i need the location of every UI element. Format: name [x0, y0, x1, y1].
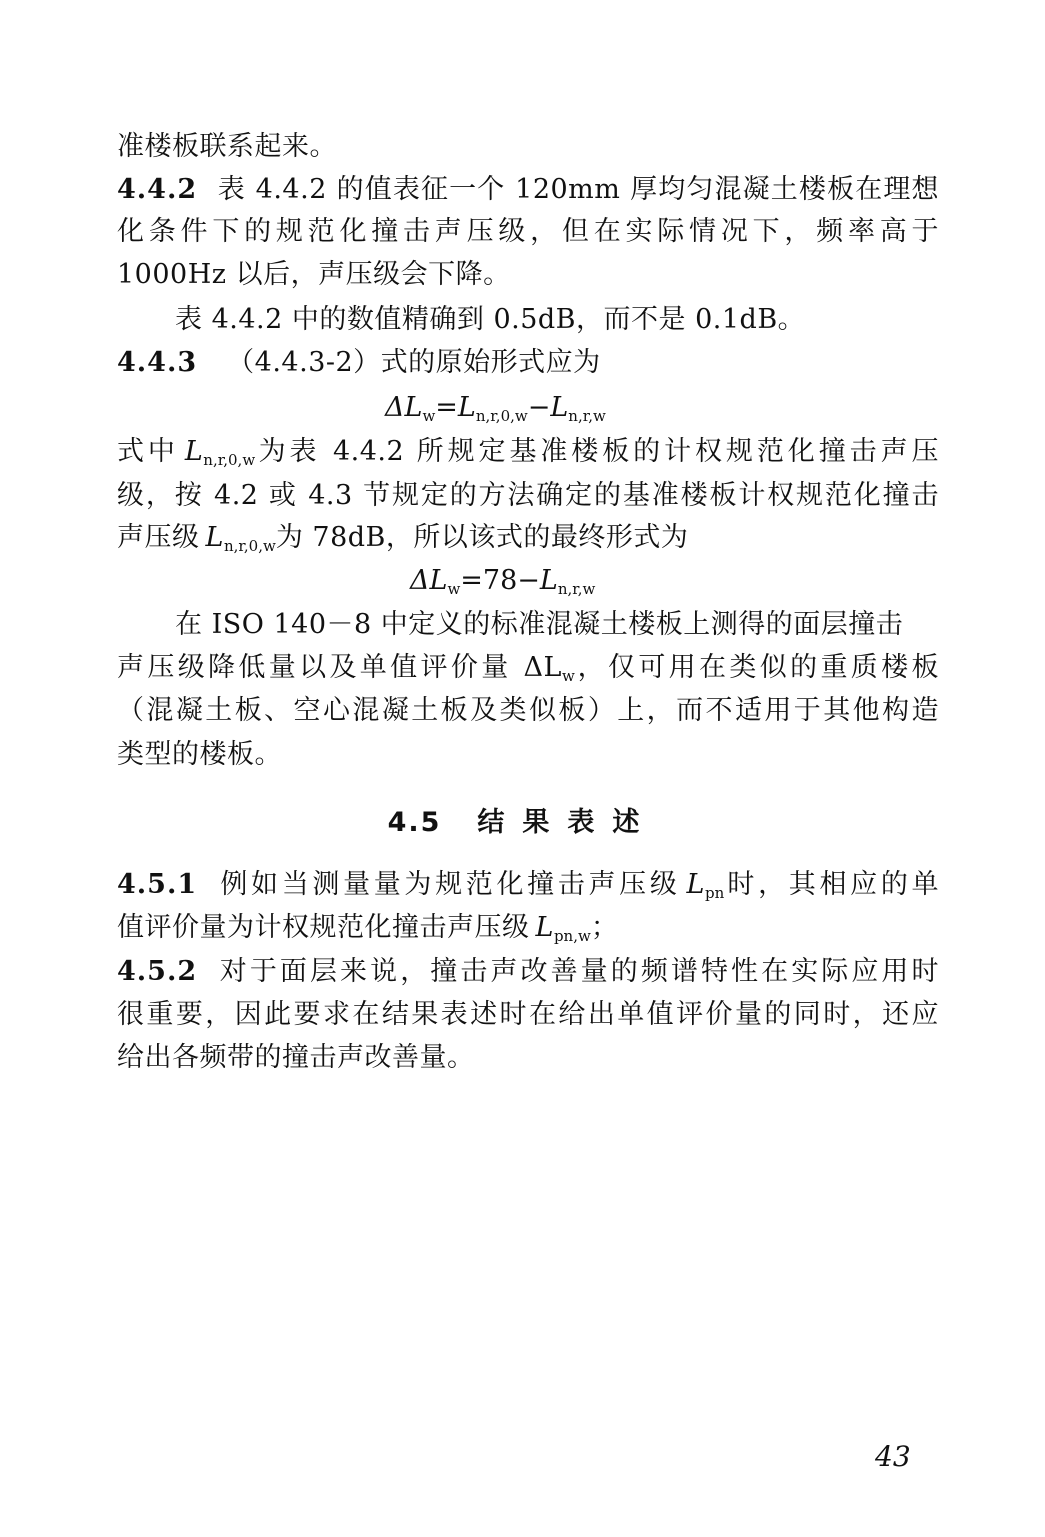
formula-subscript: n,r,w	[568, 407, 606, 425]
formula-subscript: pn,w	[553, 927, 591, 945]
clause-4-4-3-line-3	[117, 476, 939, 516]
formula-symbol: L	[535, 912, 554, 943]
clause-4-4-2-line-4	[175, 300, 997, 340]
clause-4-4-3-para2-line-4	[117, 735, 939, 775]
formula-symbol: L	[686, 869, 705, 900]
clause-text: 值评价量为计权规范化撞击声压级	[117, 912, 530, 943]
clause-text: 1000Hz 以后，声压级会下降。	[117, 259, 511, 290]
formula-operator: =78−	[460, 565, 540, 596]
clause-text: ；	[590, 912, 619, 943]
clause-4-4-3-para2-line-2	[117, 648, 939, 696]
clause-text: 在 ISO 140－8 中定义的标准混凝土楼板上测得的面层撞击	[175, 609, 904, 640]
clause-number: 4.5.1	[117, 869, 198, 900]
clause-4-4-2-line-2	[117, 212, 939, 252]
clause-text: 式中	[117, 436, 179, 467]
section-number: 4.5	[387, 807, 442, 838]
formula-symbol: L	[539, 565, 558, 596]
formula-operator: =	[435, 392, 458, 423]
clause-number: 4.4.3	[117, 347, 198, 378]
clause-text: 表 4.4.2 的值表征一个 120mm 厚均匀混凝土楼板在理想	[217, 174, 939, 205]
clause-number: 4.5.2	[117, 956, 198, 987]
clause-4-5-2-line-1	[117, 952, 939, 992]
formula-subscript: n,r,0,w	[223, 537, 276, 555]
formula-symbol: L	[205, 522, 224, 553]
clause-text: （混凝土板、空心混凝土板及类似板）上，而不适用于其他构造	[117, 695, 939, 726]
clause-text: 对于面层来说，撞击声改善量的频谱特性在实际应用时	[217, 956, 939, 987]
clause-4-5-2-line-3	[117, 1038, 939, 1078]
formula-subscript: w	[422, 407, 436, 425]
formula-operator: −	[527, 392, 551, 423]
clause-text: 为表 4.4.2 所规定基准楼板的计权规范化撞击声压	[255, 436, 939, 467]
clause-text: 例如当测量量为规范化撞击声压级	[217, 869, 681, 900]
formula-symbol: ΔL	[385, 392, 423, 423]
clause-text: 声压级降低量以及单值评价量 ΔL	[117, 652, 562, 683]
formula-delta-lw-definition	[385, 388, 606, 436]
formula-symbol: L	[184, 436, 204, 467]
formula-symbol: L	[457, 392, 476, 423]
clause-text: 很重要，因此要求在结果表述时在给出单值评价量的同时，还应	[117, 999, 939, 1030]
formula-symbol: L	[550, 392, 569, 423]
clause-number: 4.4.2	[117, 174, 198, 205]
formula-subscript: n,r,0,w	[203, 451, 256, 469]
clause-4-4-3-line-1	[117, 343, 939, 383]
clause-4-5-1-line-2	[117, 908, 939, 956]
formula-subscript: w	[447, 580, 461, 598]
clause-4-4-2-line-3	[117, 255, 939, 295]
page-number: 43	[875, 1440, 911, 1473]
clause-text: 声压级	[117, 522, 200, 553]
clause-text: 为 78dB，所以该式的最终形式为	[275, 522, 689, 553]
clause-text: 给出各频带的撞击声改善量。	[117, 1042, 475, 1073]
clause-text: 表 4.4.2 中的数值精确到 0.5dB，而不是 0.1dB。	[175, 304, 806, 335]
section-heading	[0, 800, 1045, 839]
continuation-text: 准楼板联系起来。	[117, 131, 337, 162]
clause-text: ，仅可用在类似的重质楼板	[574, 652, 939, 683]
formula-symbol: ΔL	[410, 565, 448, 596]
formula-subscript: n,r,0,w	[475, 407, 528, 425]
clause-text: 化条件下的规范化撞击声压级，但在实际情况下，频率高于	[117, 216, 939, 247]
section-title-text: 结果表述	[477, 807, 658, 838]
clause-4-5-1-line-1	[117, 865, 939, 913]
continuation-line	[117, 127, 939, 167]
clause-4-4-3-line-4	[117, 518, 939, 566]
clause-text: 类型的楼板。	[117, 739, 282, 770]
formula-subscript: w	[561, 667, 575, 685]
formula-delta-lw-final	[410, 561, 595, 609]
clause-4-4-2-line-1	[117, 170, 939, 210]
clause-4-5-2-line-2	[117, 995, 939, 1035]
clause-text: 时，其相应的单	[724, 869, 940, 900]
formula-subscript: n,r,w	[557, 580, 596, 598]
clause-4-4-3-para2-line-3	[117, 691, 939, 731]
clause-4-4-3-line-2	[117, 432, 939, 480]
clause-text: （4.4.3-2）式的原始形式应为	[227, 347, 601, 378]
formula-subscript: pn	[704, 884, 725, 902]
clause-text: 级，按 4.2 或 4.3 节规定的方法确定的基准楼板计权规范化撞击	[117, 480, 939, 511]
clause-4-4-3-para2-line-1	[175, 605, 939, 645]
